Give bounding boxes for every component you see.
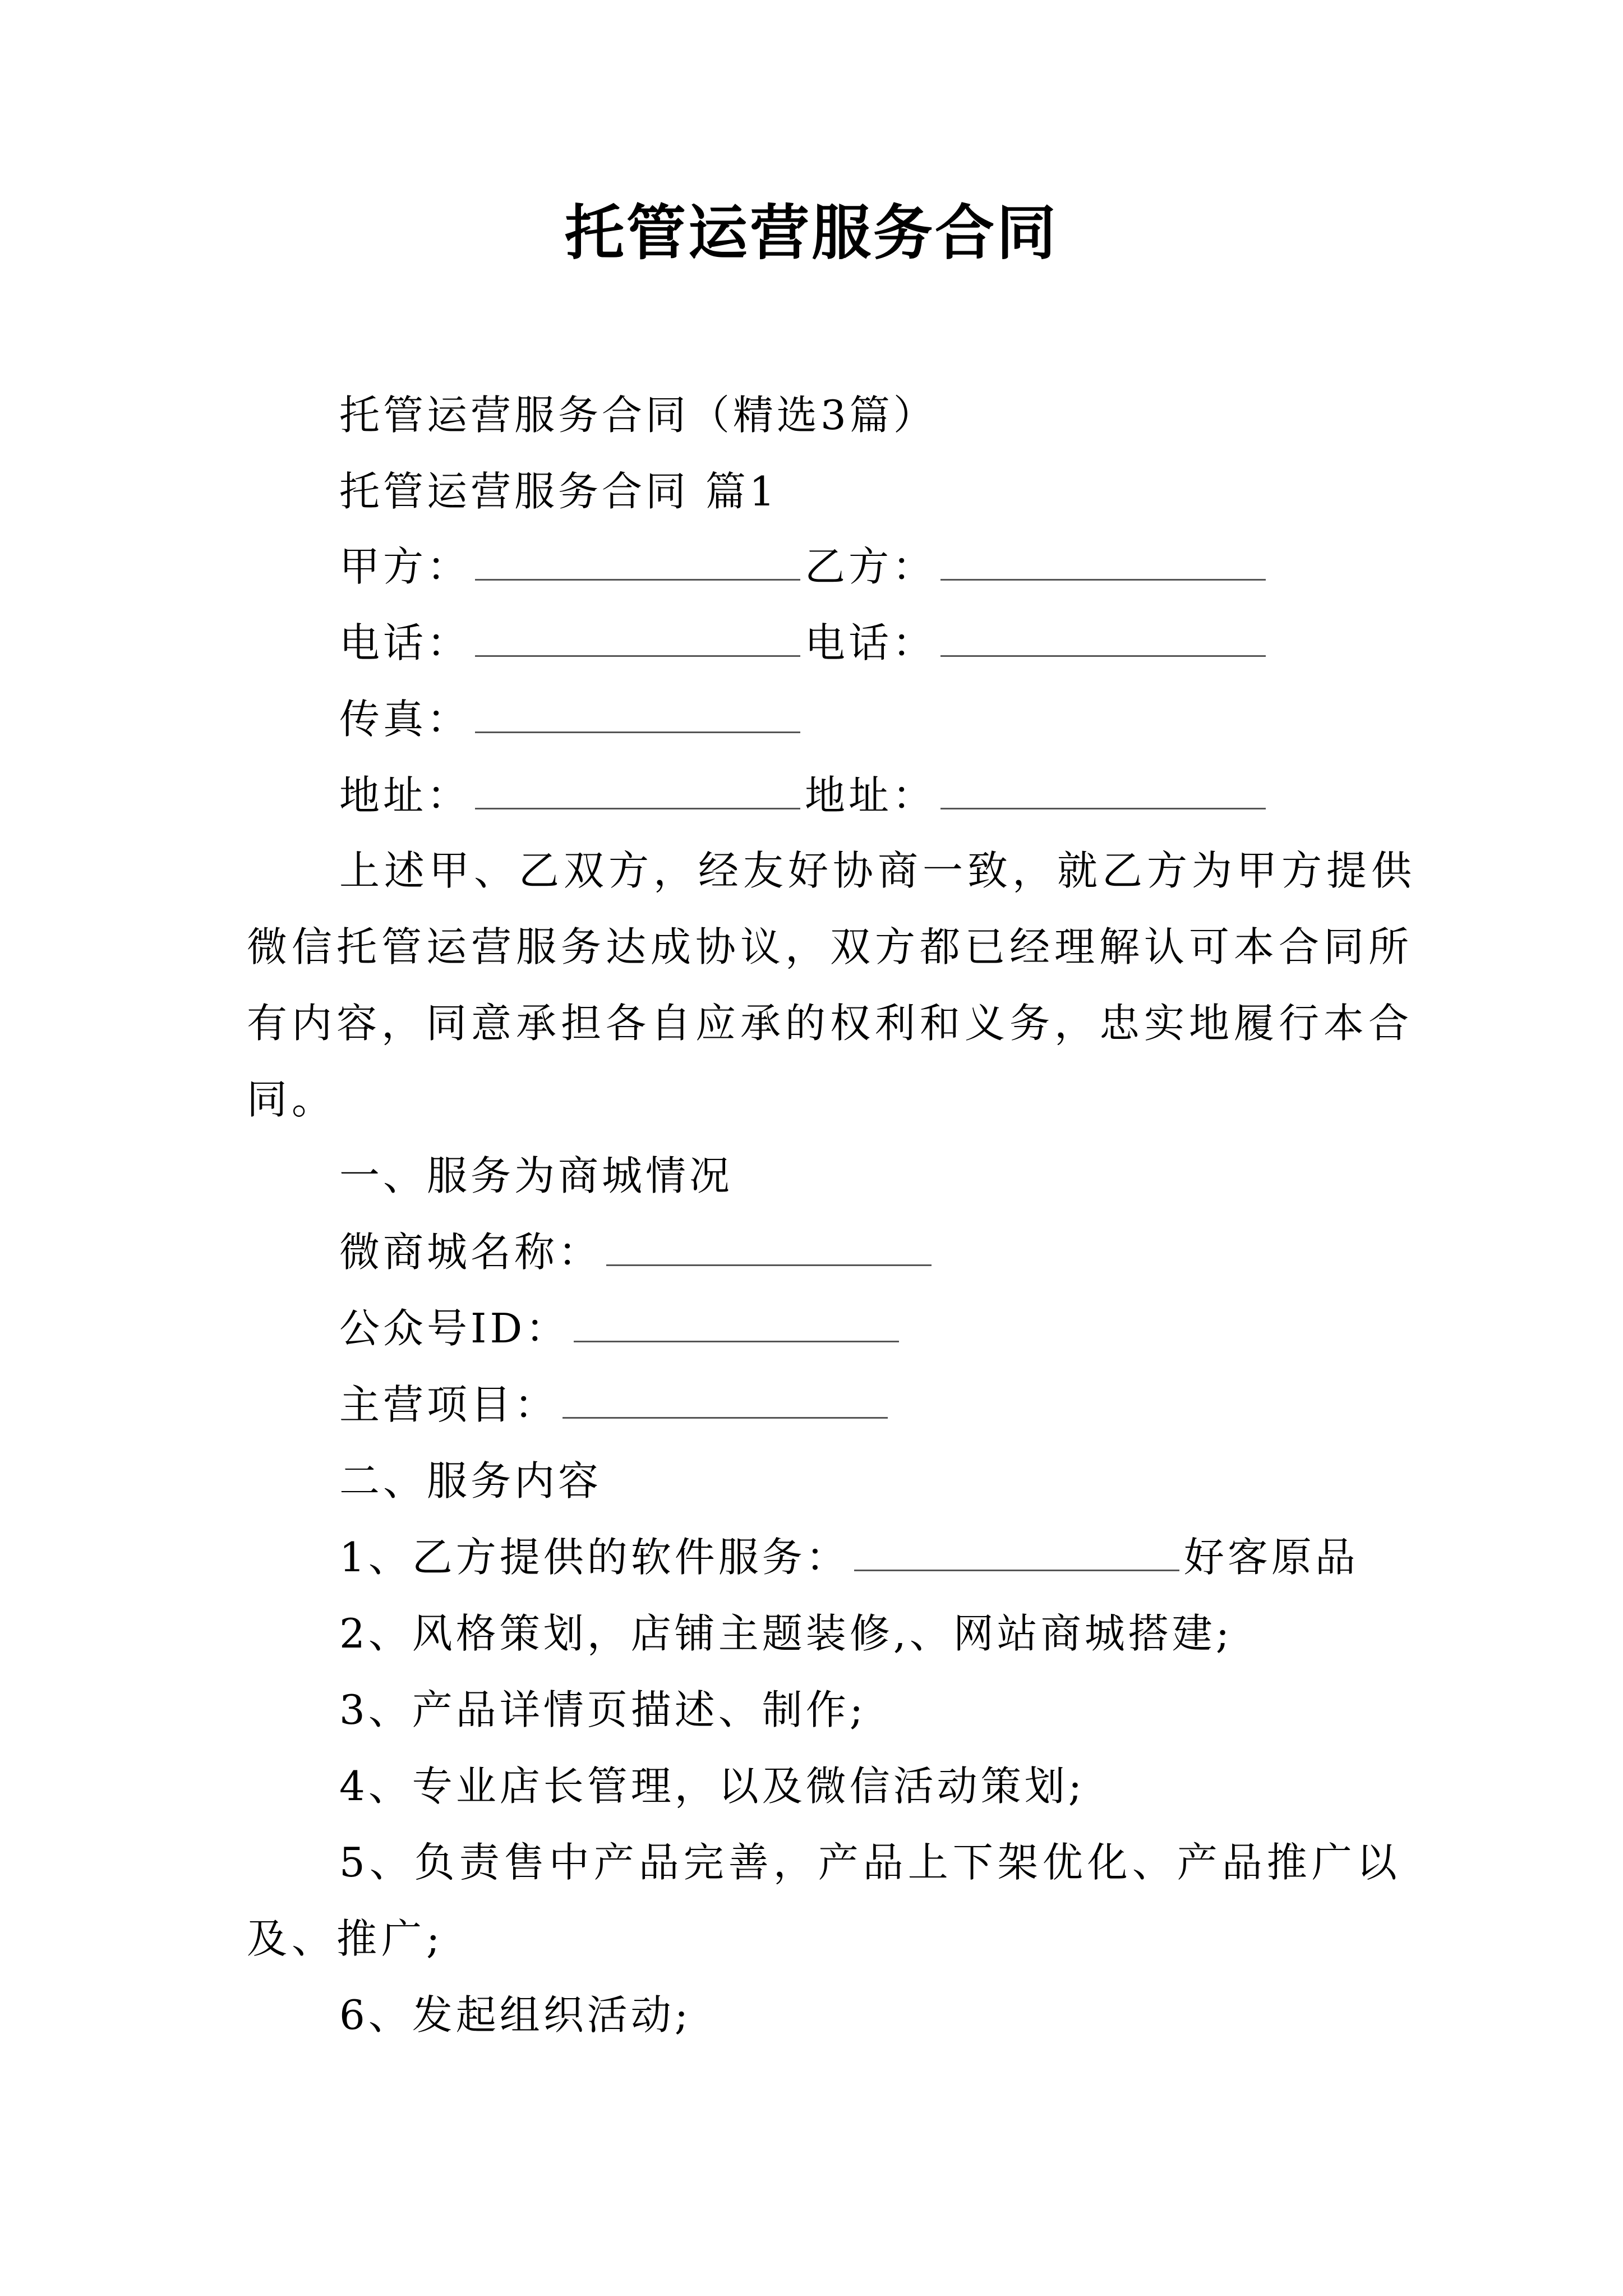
- section1-heading: 一、服务为商城情况: [339, 1152, 734, 1199]
- service-item-5-line-2: 及、推广;: [247, 1915, 445, 1962]
- section2-heading: 二、服务内容: [339, 1457, 602, 1504]
- party-row: [339, 539, 1270, 595]
- mall-name-blank[interactable]: [606, 1235, 932, 1266]
- main-business-row: [339, 1377, 892, 1433]
- account-id-row: [339, 1300, 903, 1356]
- party-b-blank[interactable]: [940, 550, 1266, 581]
- fax-blank[interactable]: [475, 702, 800, 733]
- account-id-blank[interactable]: [574, 1312, 899, 1342]
- intro-line-4: 同。: [247, 1076, 337, 1123]
- address-b-label: 地址：: [805, 772, 937, 819]
- service-item-1: [339, 1529, 1359, 1585]
- phone-b-label: 电话：: [805, 619, 937, 666]
- service-item-5-line-1: 5、负责售中产品完善，产品上下架优化、产品推广以: [339, 1839, 1401, 1886]
- mall-name-label: 微商城名称：: [339, 1228, 602, 1276]
- fax-label: 传真：: [339, 696, 471, 743]
- service-item-4: 4、专业店长管理，以及微信活动策划;: [339, 1763, 1086, 1810]
- service-item-2: 2、风格策划，店铺主题装修,、网站商城搭建;: [339, 1610, 1233, 1657]
- phone-b-blank[interactable]: [940, 626, 1266, 657]
- phone-row: [339, 615, 1270, 671]
- phone-a-label: 电话：: [339, 619, 471, 666]
- main-business-blank[interactable]: [562, 1388, 888, 1419]
- phone-a-blank[interactable]: [475, 626, 800, 657]
- address-a-blank[interactable]: [475, 779, 800, 809]
- intro-line-1: 上述甲、乙双方，经友好协商一致，就乙方为甲方提供: [339, 847, 1417, 894]
- fax-row: [339, 691, 805, 747]
- party-a-label: 甲方：: [339, 543, 471, 590]
- mall-name-row: [339, 1224, 936, 1280]
- intro-line-3: 有内容，同意承担各自应承的权利和义务，忠实地履行本合: [247, 1000, 1414, 1047]
- address-b-blank[interactable]: [940, 779, 1266, 809]
- service-item-3: 3、产品详情页描述、制作;: [339, 1686, 867, 1733]
- document-title: 托管运营服务合同: [565, 197, 1058, 268]
- party-b-label: 乙方：: [805, 543, 937, 590]
- service-item-1-suffix: 好客原品: [1183, 1534, 1359, 1581]
- section-title: 托管运营服务合同 篇1: [339, 468, 778, 515]
- document-subtitle: 托管运营服务合同（精选3篇）: [339, 392, 937, 439]
- service-item-6: 6、发起组织活动;: [339, 1991, 692, 2039]
- service-item-1-label: 1、乙方提供的软件服务：: [339, 1534, 850, 1581]
- main-business-label: 主营项目：: [339, 1381, 559, 1428]
- software-service-blank[interactable]: [854, 1540, 1179, 1571]
- party-a-blank[interactable]: [475, 550, 800, 581]
- intro-line-2: 微信托管运营服务达成协议，双方都已经理解认可本合同所: [247, 923, 1414, 970]
- address-a-label: 地址：: [339, 772, 471, 819]
- address-row: [339, 767, 1270, 823]
- account-id-label: 公众号ID：: [339, 1305, 570, 1352]
